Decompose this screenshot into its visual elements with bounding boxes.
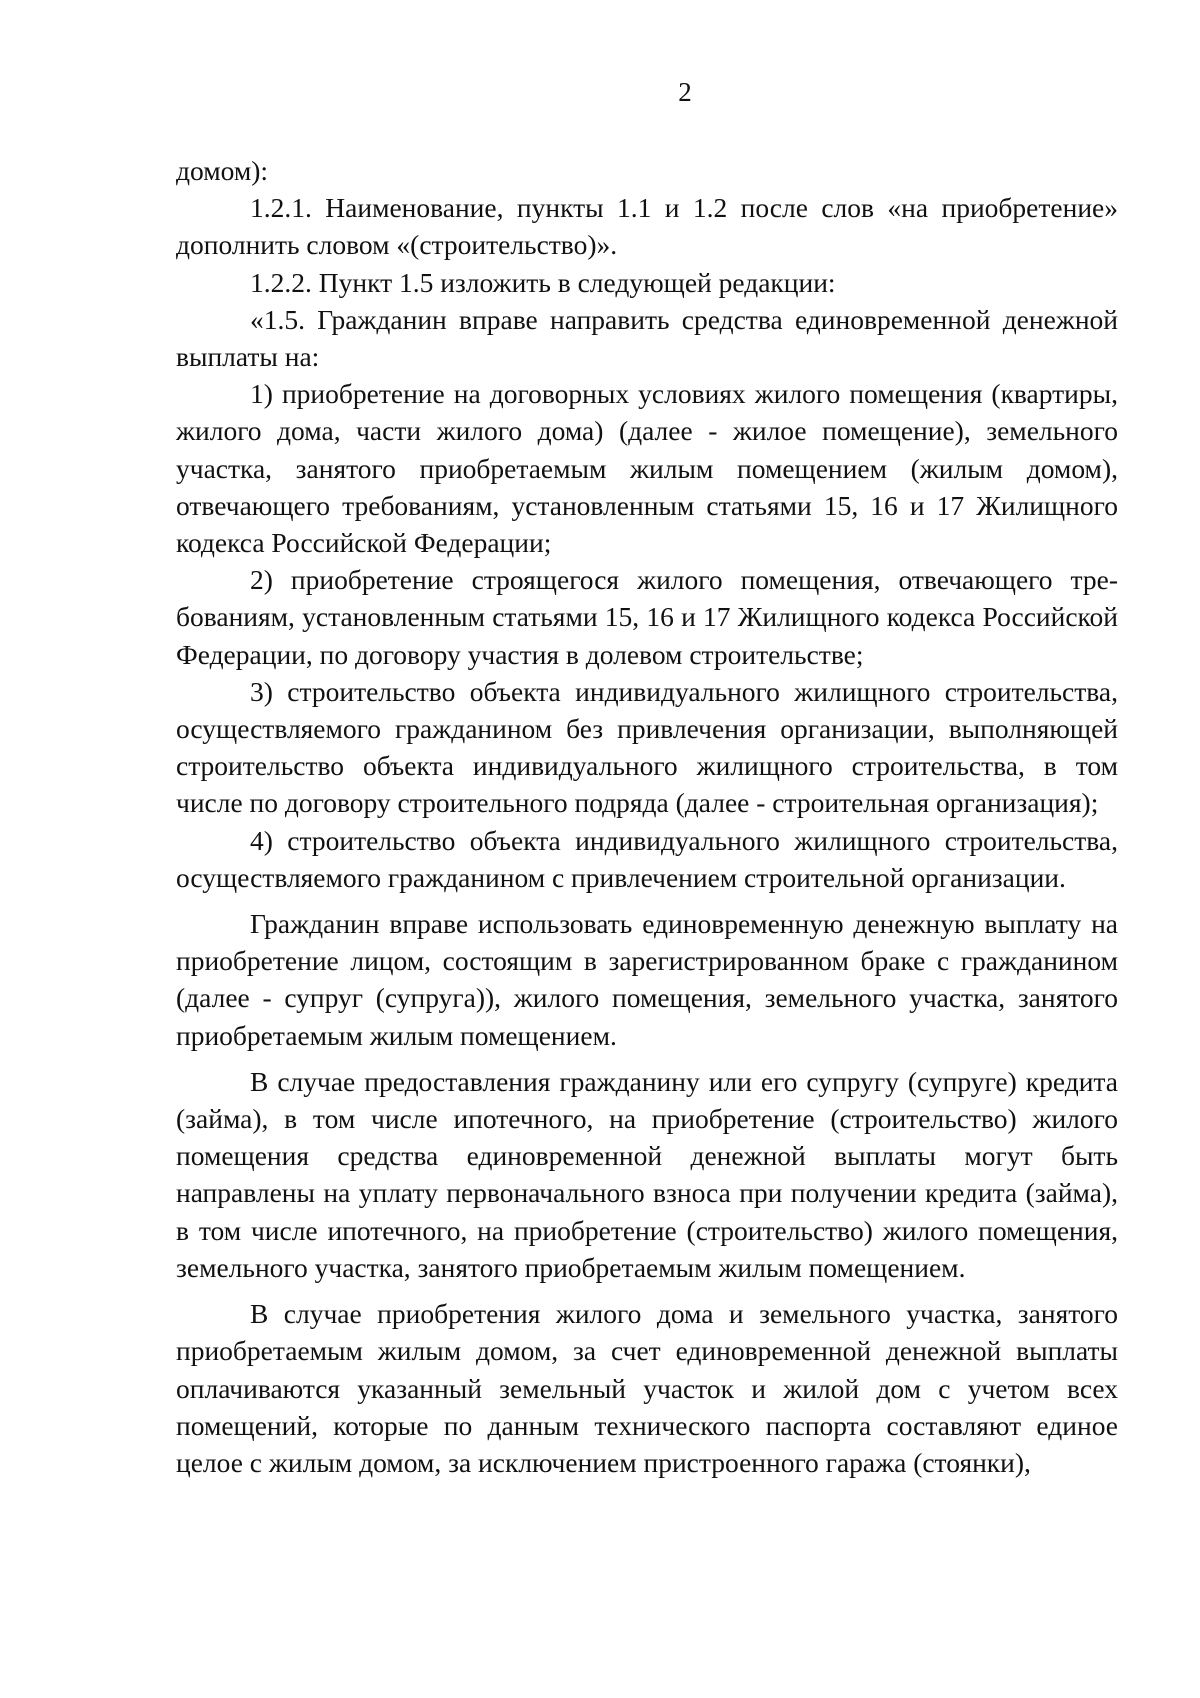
list-item-2: 2) приобретение строящегося жилого помещения, отвечающего требованиям, установленным статьями 15, 16 и 17 Жилищного кодекса Российской Федерации, по договору участия в долевом строительстве;: [176, 564, 1118, 670]
list-item-1: 1) приобретение на договорных условиях жилого помещения (квартиры, жилого дома, части жилого дома) (далее - жилое помещение), земельного участка, занятого приобретаемым жилым помещением (жилым домом), отвечающего требованиям, установленным статьями 15, 16 и 17 Жилищного кодекса Российской Федерации;: [176, 378, 1118, 559]
paragraph-1-2-2: 1.2.2. Пункт 1.5 изложить в следующей редакции:: [250, 266, 836, 298]
list-item-4: 4) строительство объекта индивидуального жилищного строительства, осуществляемого гражданином с привлечением строительной организации.: [176, 824, 1118, 893]
paragraph-spouse: Гражданин вправе использовать единовременную денежную выплату на приобретение лицом, состоящим в зарегистрированном браке с гражданином (далее - супруг (супруга)), жилого помещения, земельного участка, занятого приобретаемым жилым помещением.: [176, 908, 1118, 1051]
list-item-3: 3) строительство объекта индивидуального жилищного строительства, осуществляемого гражданином без привлечения организации, выполняющей строительство объекта индивидуального жилищного строительства, в том числе по договору строительного подряда (далее - строительная организация);: [176, 675, 1118, 819]
paragraph-1-5: «1.5. Гражданин вправе направить средства единовременной денежной выплаты на:: [176, 303, 1118, 373]
paragraph-1-2-1: 1.2.1. Наименование, пункты 1.1 и 1.2 после слов «на приобретение» дополнить словом «(строительство)».: [176, 192, 1118, 261]
document-body: [176, 152, 1118, 1481]
paragraph-credit: В случае предоставления гражданину или его супругу (супруге) кредита (займа), в том числе ипотечного, на приобретение (строительство) жилого помещения средства единовременной денежной выплаты могут быть направлены на уплату первоначального взноса при получении кредита (займа), в том числе ипотечного, на приобретение (строительство) жилого помещения, земельного участка, занятого приобретаемым жилым помещением.: [176, 1065, 1118, 1283]
paragraph-continuation: домом):: [176, 155, 269, 186]
paragraph-house-purchase: В случае приобретения жилого дома и земельного участка, занятого приобретаемым жилым домом, за счет единовременной денежной выплаты оплачиваются указанный земельный участок и жилой дом с учетом всех помещений, которые по данным технического паспорта составляют единое целое с жилым домом, за исключением пристроенного гаража (стоянки),: [176, 1298, 1118, 1478]
page-number: 2: [678, 77, 692, 107]
